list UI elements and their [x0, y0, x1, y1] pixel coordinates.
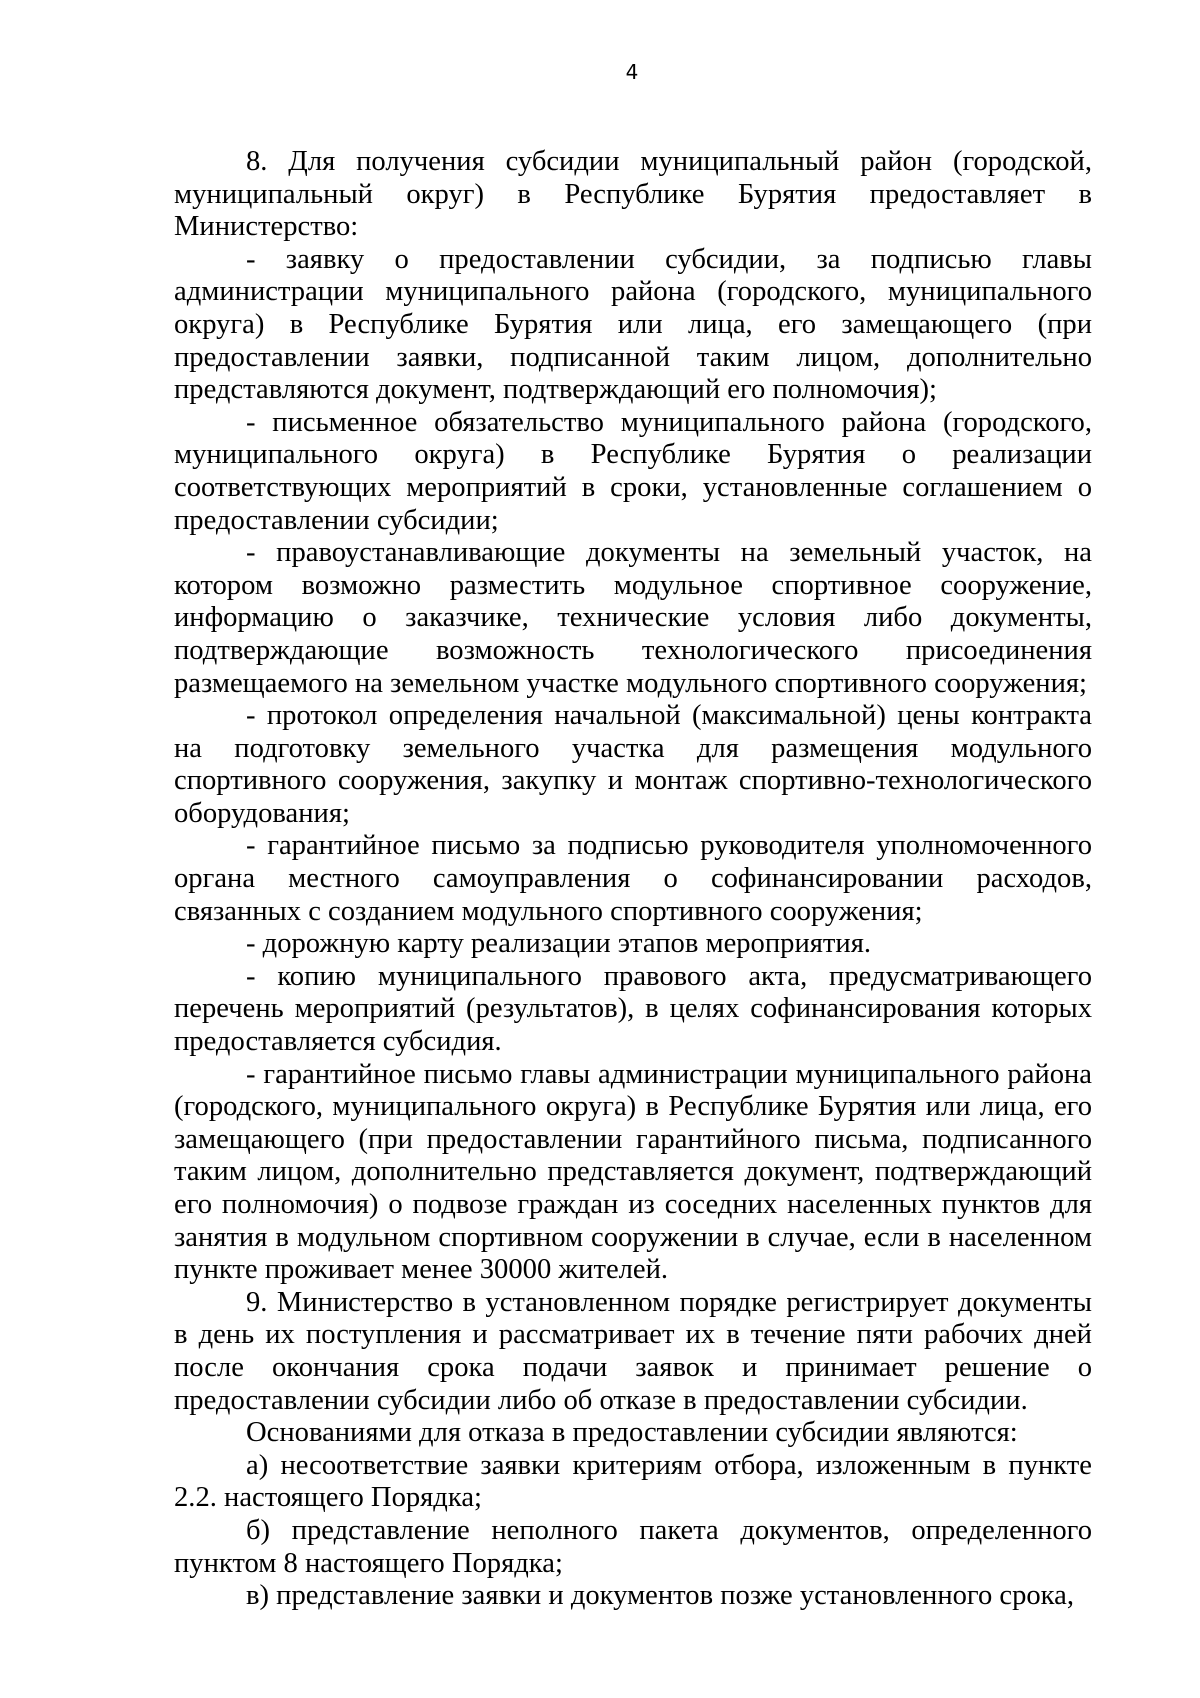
paragraph-ground-c: в) представление заявки и документов позже установленного срока,	[246, 1580, 1074, 1612]
paragraph-legal-act-copy: - копию муниципального правового акта, предусматривающего перечень мероприятий (результатов), в целях софинансирования которых предоставляется субсидия.	[174, 960, 1092, 1058]
paragraph-price-protocol: - протокол определения начальной (максимальной) цены контракта на подготовку земельного участка для размещения модульного спортивного сооружения, закупку и монтаж спортивно-технологического оборудования;	[174, 700, 1092, 829]
document-body	[174, 146, 1092, 1613]
paragraph-roadmap: - дорожную карту реализации этапов мероприятия.	[246, 928, 871, 960]
paragraph-item-8: 8. Для получения субсидии муниципальный район (городской, муниципальный округ) в Республике Бурятия предоставляет в Министерство:	[174, 146, 1092, 243]
page-number: 4	[625, 60, 639, 84]
paragraph-item-9: 9. Министерство в установленном порядке регистрирует документы в день их поступления и рассматривает их в течение пяти рабочих дней после окончания срока подачи заявок и принимает решение о предоставлении субсидии либо об отказе в предоставлении субсидии.	[174, 1286, 1092, 1416]
paragraph-application: - заявку о предоставлении субсидии, за подписью главы администрации муниципального района (городского, муниципального округа) в Республике Бурятия или лица, его замещающего (при предоставлении заявки, подписанной таким лицом, дополнительно представляются документ, подтверждающий его полномочия);	[174, 243, 1092, 406]
paragraph-obligation: - письменное обязательство муниципального района (городского, муниципального округа) в Республике Бурятия о реализации соответствующих мероприятий в сроки, установленные соглашением о предоставлении субсидии;	[174, 406, 1092, 536]
paragraph-refusal-grounds: Основаниями для отказа в предоставлении субсидии являются:	[246, 1417, 1018, 1449]
paragraph-ground-b: б) представление неполного пакета документов, определенного пунктом 8 настоящего Порядка;	[174, 1514, 1092, 1579]
paragraph-cofinancing-letter: - гарантийное письмо за подписью руководителя уполномоченного органа местного самоуправления о софинансировании расходов, связанных с созданием модульного спортивного сооружения;	[174, 830, 1092, 927]
paragraph-land-documents: - правоустанавливающие документы на земельный участок, на котором возможно разместить модульное спортивное сооружение, информацию о заказчике, технические условия либо документы, подтверждающие возможность технологического присоединения размещаемого на земельном участке модульного спортивного сооружения;	[174, 537, 1092, 699]
paragraph-transport-letter: - гарантийное письмо главы администрации муниципального района (городского, муниципального округа) в Республике Бурятия или лица, его замещающего (при предоставлении гарантийного письма, подписанного таким лицом, дополнительно представляется документ, подтверждающий его полномочия) о подвозе граждан из соседних населенных пунктов для занятия в модульном спортивном сооружении в случае, если в населенном пункте проживает менее 30000 жителей.	[174, 1058, 1092, 1286]
paragraph-ground-a: а) несоответствие заявки критериям отбора, изложенным в пункте 2.2. настоящего Порядка;	[174, 1449, 1092, 1514]
